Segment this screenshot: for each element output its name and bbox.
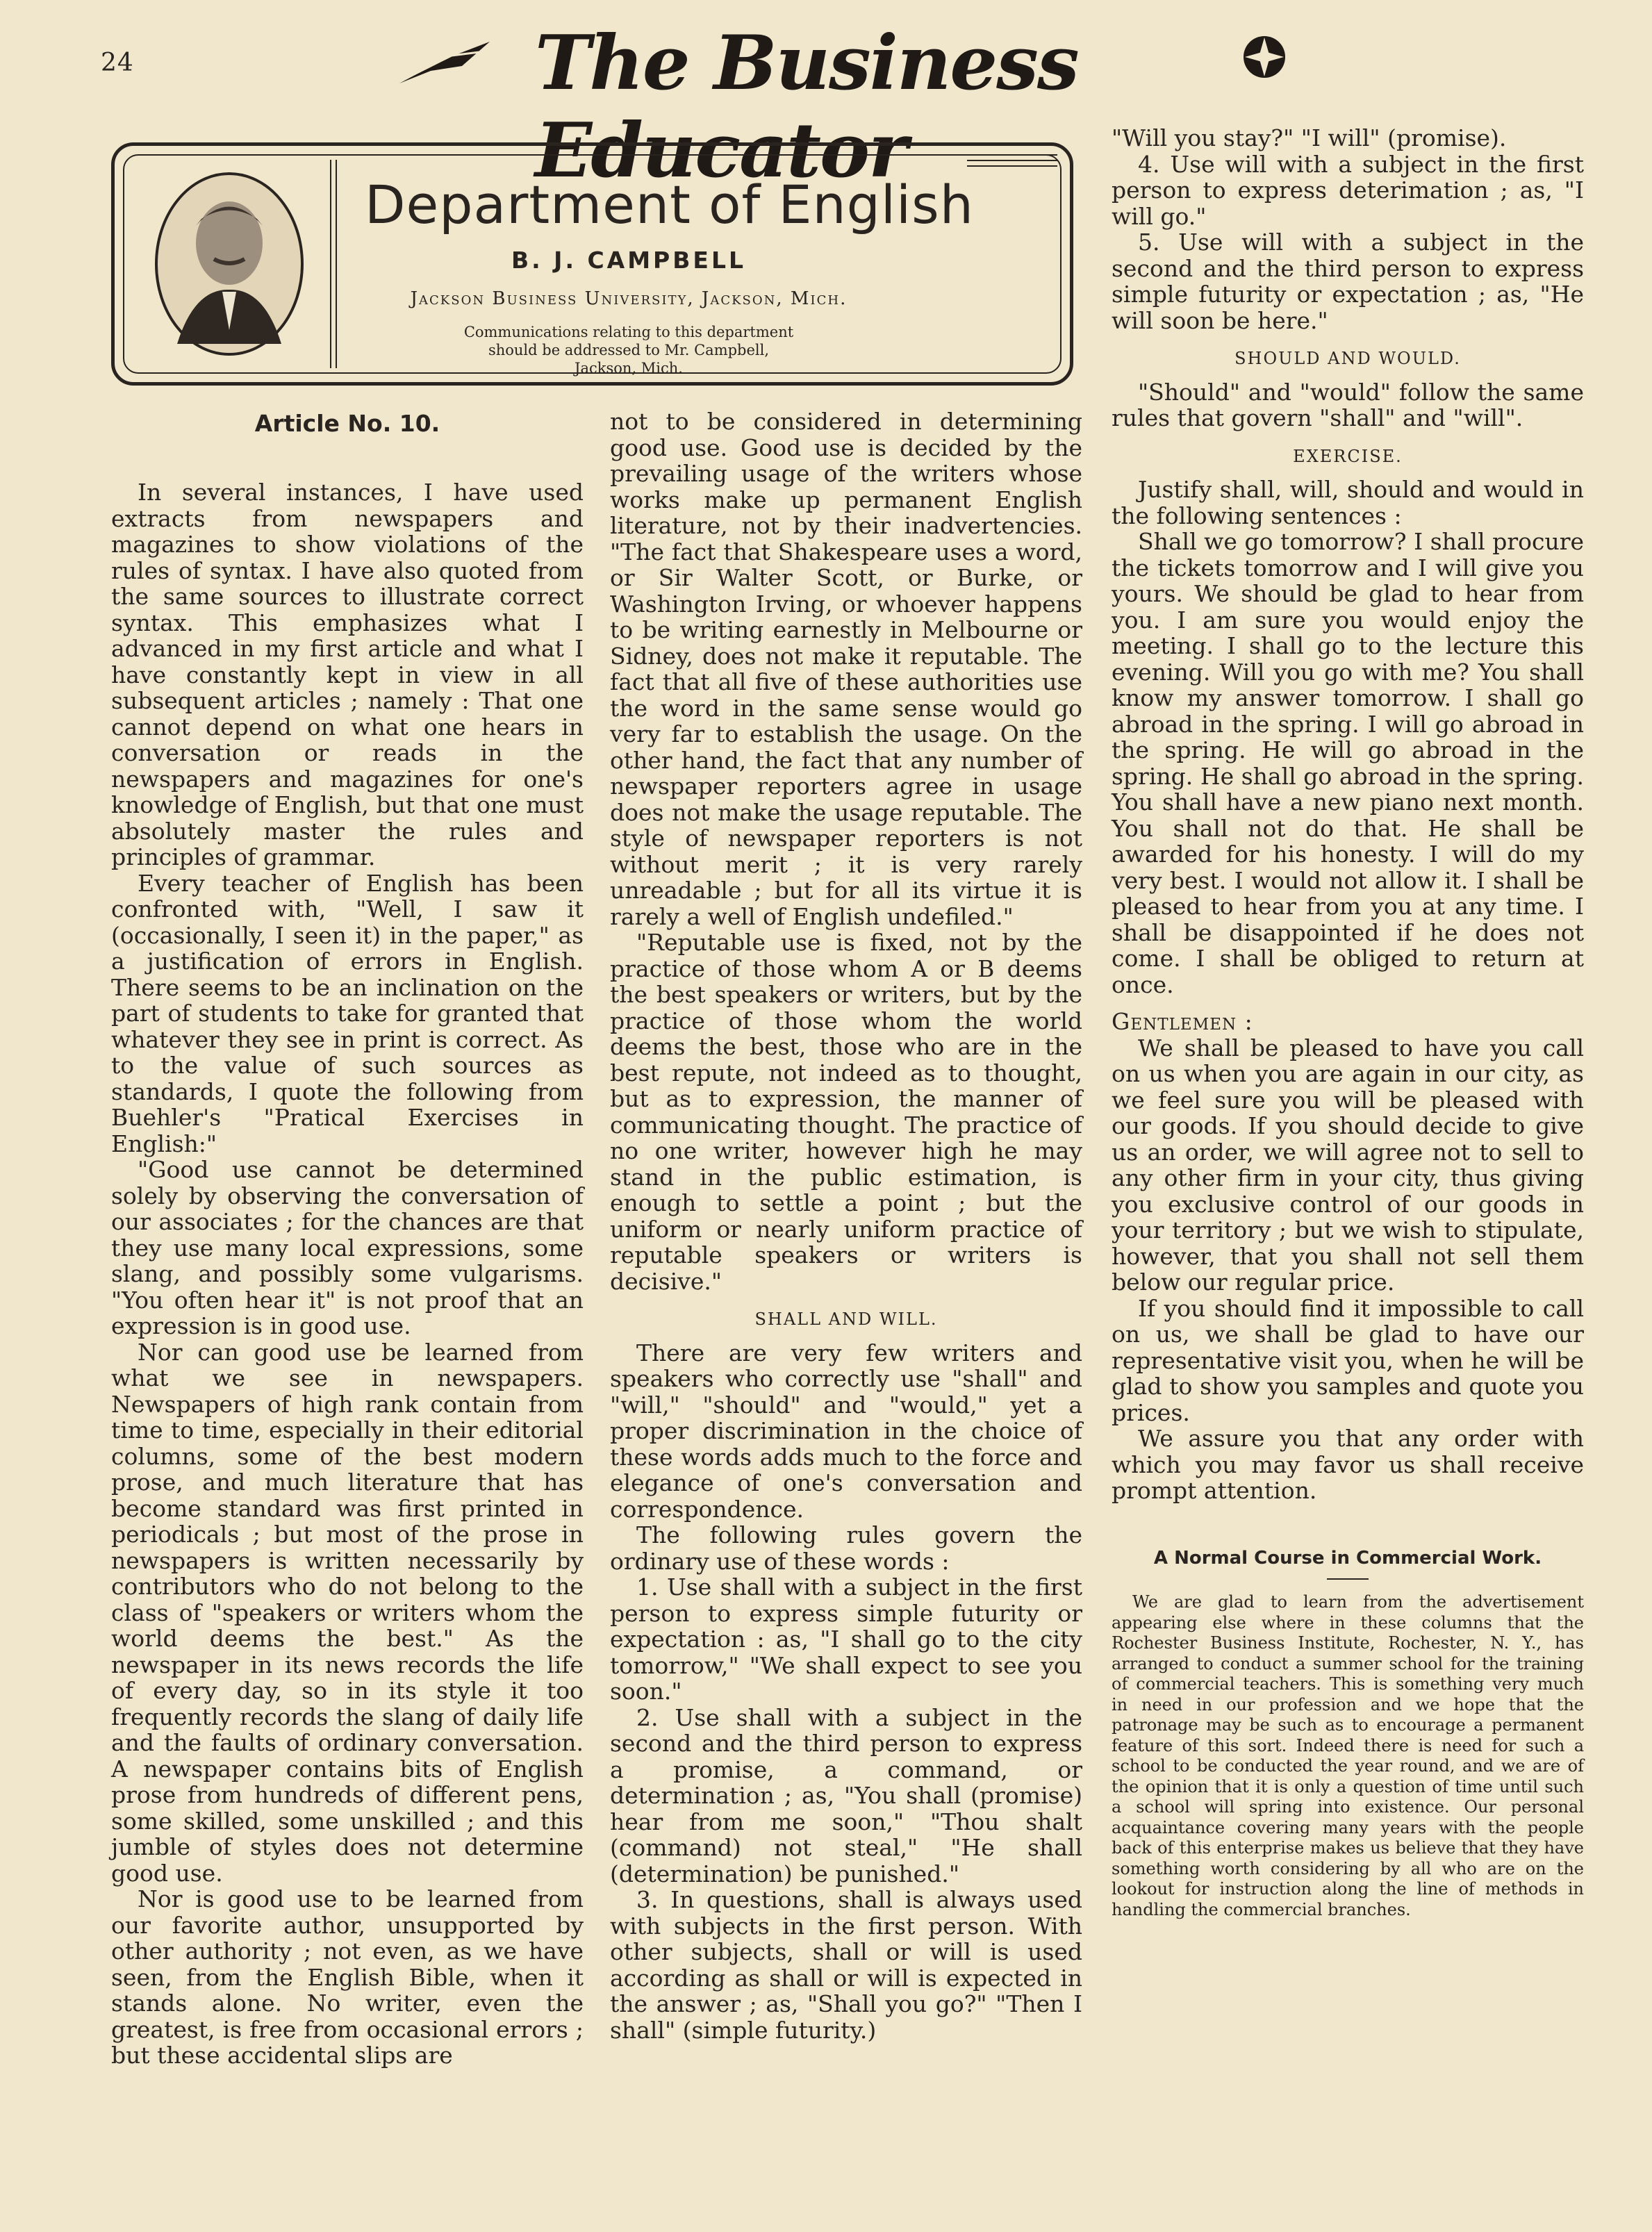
paragraph: The following rules govern the ordinary use of these words : <box>610 1521 1082 1575</box>
letter-paragraph: If you should find it impossible to call on us, we shall be glad to have our representative visit you, when he will be glad to show you samples and quote you prices. <box>1112 1294 1584 1426</box>
paragraph: not to be considered in determining good use. Good use is decided by the prevailing usage of the writers whose works make up permanent English literature, not by their inadvertencies. "The fact that Shakespeare uses a word, or Sir Walter Scott, or Burke, or Washington Irving, or whoever happens to be writing earnestly in Melbourne or Sidney, does not make it reputable. The fact that all five of these authorities use the word in the same sense would go very far to establish the usage. On the other hand, the fact that any number of newspaper reporters agree in usage does not make the usage reputable. The style of newspaper reporters is not without merit ; it is very rarely unreadable ; but for all its virtue it is rarely a well of English undefiled." <box>610 408 1082 930</box>
rule-item: 1. Use shall with a subject in the first person to express simple futurity or expectation : as, "I shall go to the city tomorrow," "We shall expect to see you soon." <box>610 1573 1082 1705</box>
paragraph: Every teacher of English has been confronted with, "Well, I saw it (occasionally, I seen it) in the paper," as a justification of errors in English. There seems to be an inclination on the part of students to take for granted that whatever they see in print is correct. As to the value of such sources as standards, I quote the following from Buehler's "Pratical Exercises in English:" <box>111 869 584 1157</box>
exercise-intro: Justify shall, will, should and would in the following sentences : <box>1112 476 1584 529</box>
notice-paragraph: We are glad to learn from the advertisement appearing else where in these columns that the Rochester Business Institute, Rochester, N. Y., has arranged to conduct a summer school for the training of commercial teachers. This is something very much in need in our profession and we hope that the patronage may be such as to encourage a permanent feature of this sort. Indeed there is need for such a school to be conducted the year round, and we are of the opinion that it is only a question of time until such a school will spring into existence. Our personal acquaintance covering many years with the people back of this enterprise makes us believe that they have something worth considering by all who are on the lookout for instruction along the line of methods in handling the commercial branches. <box>1112 1592 1584 1919</box>
ornament-icon <box>1237 29 1292 85</box>
rule-item: 4. Use will with a subject in the first person to express deterimation ; as, "I will go." <box>1112 150 1584 230</box>
article-heading: Article No. 10. <box>254 410 440 437</box>
quotation-paragraph: "Reputable use is fixed, not by the practice of those whom A or B deems the best speakers or writers, but by the practice of those whom the world deems the best, those who are in the best repute, not indeed as to thought, but as to expression, the manner of communicating thought. The practice of no one writer, however high he may stand in the public estimation, is enough to settle a point ; but the uniform or nearly uniform practice of reputable speakers or writers is decisive." <box>610 929 1082 1295</box>
decorative-rules <box>967 154 1057 171</box>
rule-item: 5. Use will with a subject in the second and the third person to express simple futurity or expectation ; as, "He will soon be here." <box>1112 229 1584 334</box>
department-title: Department of English <box>365 174 974 235</box>
author-portrait <box>153 170 306 358</box>
rule-item: "Will you stay?" "I will" (promise). <box>1112 124 1507 151</box>
notice-heading: A Normal Course in Commercial Work. <box>1153 1547 1542 1569</box>
shall-will-heading: SHALL AND WILL. <box>754 1309 938 1329</box>
column-right <box>1112 125 1584 1920</box>
column-middle <box>610 408 1082 2043</box>
paragraph: In several instances, I have used extracts from newspapers and magazines to show violations of the rules of syntax. I have also quoted from the same sources to illustrate correct syntax. This emphasizes what I advanced in my first article and what I have constantly kept in view in all subsequent articles ; namely : That one cannot depend on what one hears in conversation or reads in the newspapers and magazines for one's knowledge of English, but that one must absolutely master the rules and principles of grammar. <box>111 479 584 870</box>
rule-item: 2. Use shall with a subject in the second and the third person to express a promise, a command, or determination ; as, "You shall (promise) hear from me soon," "Thou shalt (command) not steal," "He shall (determination) be punished." <box>610 1703 1082 1887</box>
department-header-box <box>111 142 1073 386</box>
page-number: 24 <box>101 49 134 77</box>
letter-salutation: Gentlemen : <box>1112 1008 1253 1035</box>
publication-title: The Business Educator <box>535 19 1078 195</box>
quotation-paragraph: Nor is good use to be learned from our favorite author, unsupported by other authority ; not even, as we have seen, from the English Bible, when it stands alone. No writer, even the greatest, is free from occasional errors ; but these accidental slips are <box>111 1885 584 2069</box>
exercise-heading: EXERCISE. <box>1293 446 1403 466</box>
department-note: Communications relating to this department should be addressed to Mr. Campbell, Jackson, Mich. <box>463 324 794 377</box>
department-author: B. J. CAMPBELL <box>511 247 746 274</box>
paragraph: "Should" and "would" follow the same rules that govern "shall" and "will". <box>1112 378 1584 431</box>
quill-icon <box>396 28 493 90</box>
quotation-paragraph: "Good use cannot be determined solely by observing the conversation of our associates ; for the chances are that they use many local expressions, some slang, and possibly some vulgarisms. "You often hear it" is not proof that an expression is in good use. <box>111 1156 584 1339</box>
department-school: Jackson Business University, Jackson, Mich. <box>410 288 848 309</box>
should-would-heading: SHOULD AND WOULD. <box>1234 349 1461 368</box>
letter-paragraph: We assure you that any order with which you may favor us shall receive prompt attention. <box>1112 1425 1584 1504</box>
rule-item: 3. In questions, shall is always used with subjects in the first person. With other subjects, shall or will is used according as shall or will is expected in the answer ; as, "Shall you go?" "Then I shall" (simple futurity.) <box>610 1886 1082 2044</box>
quotation-paragraph: Nor can good use be learned from what we see in newspapers. Newspapers of high rank contain from time to time, especially in their editorial columns, some of the best modern prose, and much literature that has become standard was first printed in periodicals ; but most of the prose in newspapers is written necessarily by contributors who do not belong to the class of "speakers or writers whom the world deems the best." As the newspaper in its news records the life of every day, so in its style it too frequently records the slang of daily life and the faults of ordinary conversation. A newspaper contains bits of English prose from hundreds of different pens, some skilled, some unskilled ; and this jumble of styles does not determine good use. <box>111 1338 584 1887</box>
paragraph: There are very few writers and speakers who correctly use "shall" and "will," "should" and "would," yet a proper discrimination in the choice of these words adds much to the force and elegance of one's conversation and correspondence. <box>610 1339 1082 1523</box>
notice-body <box>1112 1592 1584 1920</box>
department-header-divider <box>330 160 337 368</box>
column-left <box>111 479 584 2069</box>
letter-paragraph: We shall be pleased to have you call on us when you are again in our city, as we feel sure you will be pleased with our goods. If you should decide to give us an order, we will agree not to sell to any other firm in your city, thus giving you exclusive control of our goods in your territory ; but we wish to stipulate, however, that you shall not sell them below our regular price. <box>1112 1034 1584 1296</box>
exercise-sentences: Shall we go tomorrow? I shall procure the tickets tomorrow and I will give you yours. We should be glad to hear from you. I am sure you would enjoy the meeting. I shall go to the lecture this evening. Will you go with me? You shall know my answer tomorrow. I shall go abroad in the spring. I will go abroad in the spring. He will go abroad in the spring. He shall go abroad in the spring. You shall have a new piano next month. You shall not do that. He shall be awarded for his honesty. I will do my very best. I would not allow it. I shall be pleased to hear from you at any time. I shall be disappointed if he does not come. I shall be obliged to return at once. <box>1112 528 1584 998</box>
divider <box>1327 1578 1369 1580</box>
